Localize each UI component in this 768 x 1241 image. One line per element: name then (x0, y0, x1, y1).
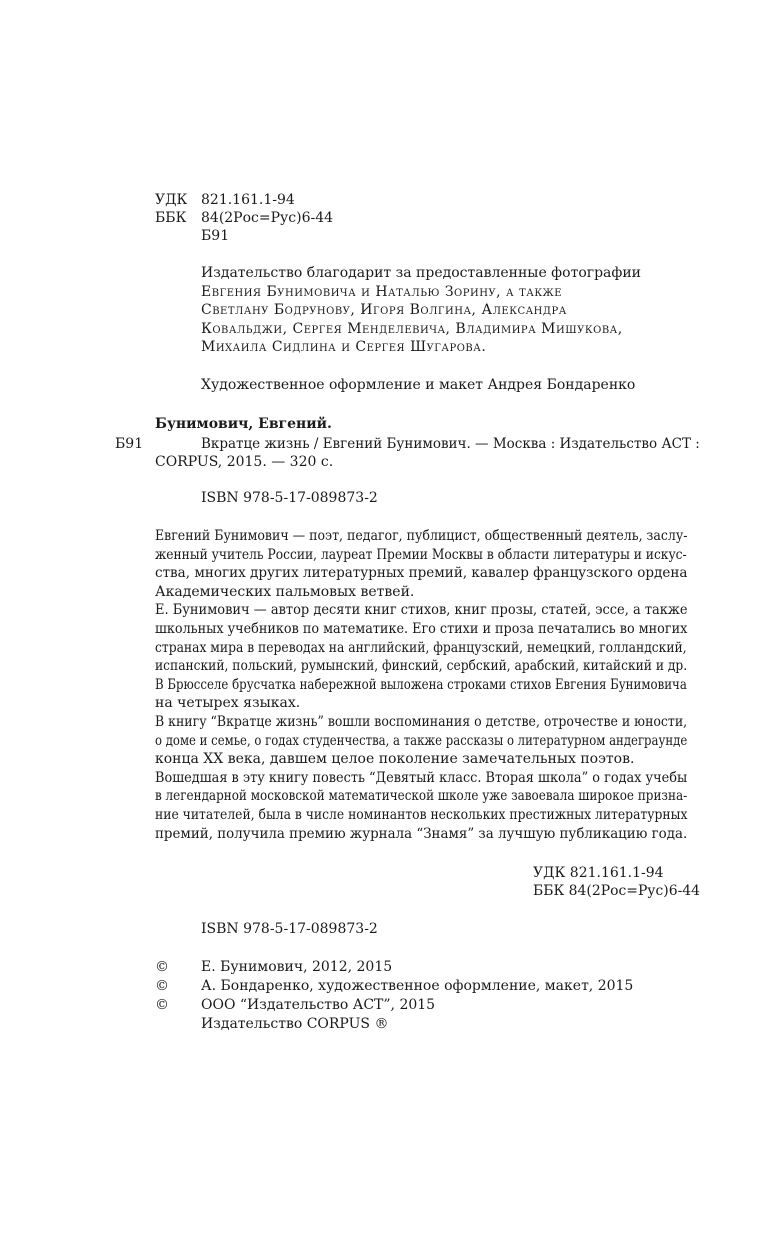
annotation-line: испанский, польский, румынский, финский, сербский, арабский, китайский и др. (155, 658, 688, 675)
annotation-line: в легендарной московской математической школе уже завоевала широкое призна- (155, 788, 688, 805)
annotation-line: странах мира в переводах на английский, французский, немецкий, голландский, (155, 639, 687, 656)
photo-credits-line: Светлану Бодрунову, Игоря Волгина, Александра (201, 302, 567, 318)
annotation-line: Академических пальмовых ветвей. (155, 583, 415, 600)
copyright-symbol: © (155, 978, 169, 994)
photo-credits-line: Издательство благодарит за предоставленные фотографии (201, 265, 642, 281)
annotation-line: В книгу “Вкратце жизнь” вошли воспоминания о детстве, отрочестве и юности, (155, 713, 688, 730)
bib-author: Бунимович, Евгений. (155, 416, 332, 432)
copyright-text: А. Бондаренко, художественное оформление, макет, 2015 (201, 978, 634, 994)
annotation-line: Вошедшая в эту книгу повесть “Девятый класс. Вторая школа” о годах учебы (155, 769, 688, 786)
design-credit: Художественное оформление и макет Андрея Бондаренко (201, 377, 636, 393)
isbn-bottom: ISBN 978-5-17-089873-2 (201, 921, 378, 937)
isbn-top: ISBN 978-5-17-089873-2 (201, 490, 378, 506)
annotation (155, 527, 687, 843)
copyright-text: ООО “Издательство АСТ”, 2015 (201, 997, 436, 1013)
udk-value: 821.161.1-94 (201, 192, 295, 208)
copyright-line (155, 996, 435, 1014)
photo-credits-line: Евгения Бунимовича и Наталью Зорину, а также (201, 283, 563, 300)
annotation-line: В Брюсселе брусчатка набережной выложена строками стихов Евгения Бунимовича (155, 676, 687, 693)
bbk-bottom: ББК 84(2Рос=Рус)6-44 (533, 883, 701, 899)
udk-bottom: УДК 821.161.1-94 (533, 865, 664, 881)
bib-title-line: Вкратце жизнь / Евгений Бунимович. — Москва : Издательство АСТ : (201, 436, 700, 452)
copyright-symbol: © (155, 959, 169, 975)
annotation-line: школьных учебников по математике. Его стихи и проза печатались во многих (155, 620, 688, 637)
udk-label: УДК (155, 192, 188, 208)
annotation-line: на четырех языках. (155, 695, 301, 712)
copyright-line (155, 977, 633, 995)
bbk-value: 84(2Рос=Рус)6-44 (201, 210, 334, 226)
annotation-line: женный учитель России, лауреат Премии Москвы в области литературы и искус- (155, 546, 687, 563)
udk-line (155, 191, 295, 209)
copyright-text: Е. Бунимович, 2012, 2015 (201, 959, 393, 975)
bbk-line (155, 209, 333, 227)
bbk-label: ББК (155, 210, 187, 226)
photo-credits (201, 264, 641, 357)
annotation-line: ства, многих других литературных премий, кавалер французского ордена (155, 565, 688, 582)
bib-mark: Б91 (115, 436, 144, 452)
annotation-line: Е. Бунимович — автор десяти книг стихов, книг прозы, статей, эссе, а также (155, 602, 688, 619)
annotation-line: конца XX века, давшем целое поколение замечательных поэтов. (155, 751, 635, 768)
copyright-symbol: © (155, 997, 169, 1013)
copyright-line (155, 958, 392, 976)
annotation-line: премий, получила премию журнала “Знамя” за лучшую публикацию года. (155, 825, 688, 842)
annotation-line: ние читателей, была в числе номинантов нескольких престижных литературных (155, 806, 688, 823)
annotation-line: Евгений Бунимович — поэт, педагог, публицист, общественный деятель, заслу- (155, 528, 688, 544)
annotation-line: о доме и семье, о годах студенчества, а также рассказы о литературном андеграунде (155, 732, 688, 749)
photo-credits-line: Михаила Сидлина и Сергея Шугарова. (201, 339, 487, 355)
photo-credits-line: Ковальджи, Сергея Менделевича, Владимира Мишукова, (201, 320, 623, 337)
bib-imprint-line: CORPUS, 2015. — 320 с. (155, 454, 334, 470)
publisher-imprint: Издательство CORPUS ® (201, 1016, 389, 1032)
author-mark: Б91 (201, 228, 230, 244)
